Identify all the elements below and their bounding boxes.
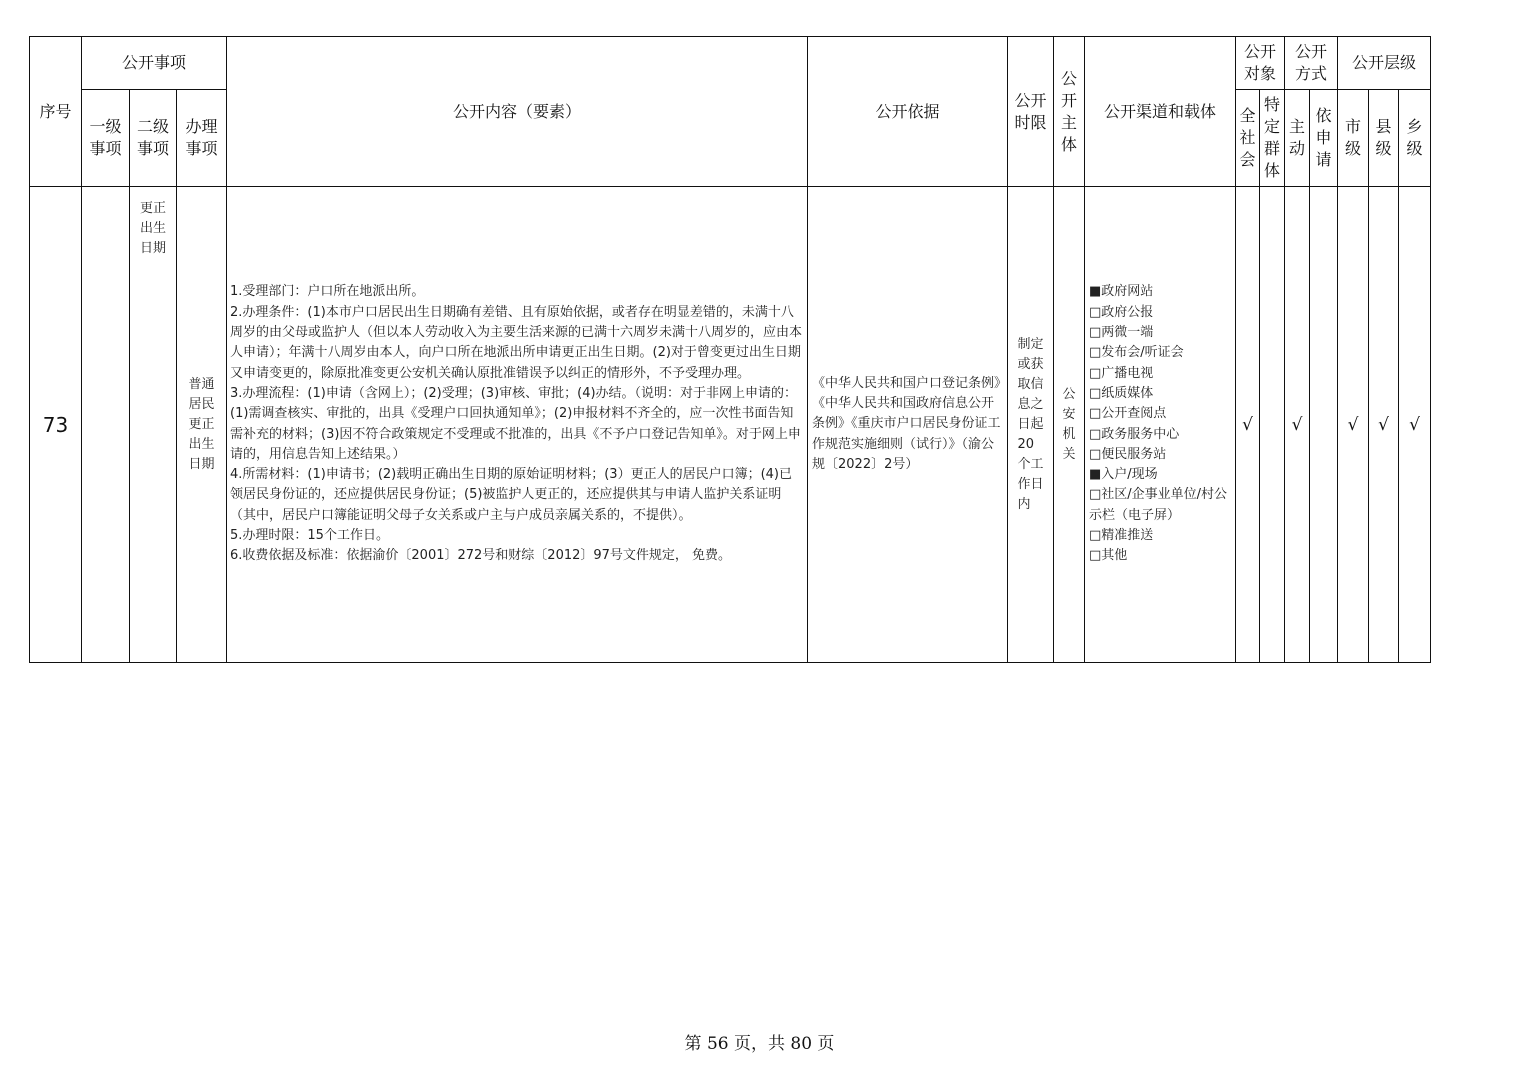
header-level-town: [1399, 90, 1431, 187]
page-number-footer: 第 56 页，共 80 页: [684, 1034, 835, 1054]
check-level-county: √: [1369, 187, 1399, 663]
header-time-limit: [1008, 37, 1054, 187]
check-target-all: √: [1236, 187, 1260, 663]
header-public-items: 公开事项: [82, 37, 227, 90]
row-level1: [82, 187, 130, 663]
channel-item: □发布会/听证会: [1089, 345, 1184, 361]
header-method-active: [1285, 90, 1310, 187]
channel-list: [1089, 282, 1231, 566]
channel-item: □广播电视: [1089, 365, 1154, 381]
channel-item: ■政府网站: [1089, 284, 1154, 300]
channel-item: □其他: [1089, 548, 1128, 564]
header-level-city-text: 市级: [1345, 117, 1362, 158]
header-content: 公开内容（要素）: [227, 37, 808, 187]
header-target-all-text: 全社会: [1239, 106, 1256, 169]
header-target: [1236, 37, 1285, 90]
row-subject: [1054, 187, 1085, 663]
header-method-apply: [1310, 90, 1338, 187]
header-target-specific: [1260, 90, 1285, 187]
header-level1: [82, 90, 130, 187]
header-method-active-text: 主动: [1289, 117, 1306, 158]
header-subject-text: 公开主体: [1061, 68, 1078, 154]
header-subject: [1054, 37, 1085, 187]
channel-item: □政府公报: [1089, 304, 1154, 320]
header-target-specific-text: 特定群体: [1264, 95, 1281, 180]
row-time-limit: [1008, 187, 1054, 663]
header-target-all: [1236, 90, 1260, 187]
header-level-county: [1369, 90, 1399, 187]
header-target-text: 公开对象: [1244, 42, 1277, 83]
header-level-city: [1338, 90, 1369, 187]
channel-item: □政务服务中心: [1089, 426, 1180, 442]
header-channels: 公开渠道和载体: [1085, 37, 1236, 187]
header-level2-text: 二级事项: [137, 117, 170, 158]
header-handle-text: 办理事项: [185, 117, 218, 158]
channel-item: □两微一端: [1089, 325, 1154, 341]
row-content: 1.受理部门：户口所在地派出所。 2.办理条件：(1)本市户口居民出生日期确有差错、且有原始依据，或者存在明显差错的，未满十八周岁的由父母或监护人（但以本人劳动收入为主要生活来源的已满十六周岁未满十八周岁的，应由本人申请）；年满十八周岁由本人，向户口所在地派出所申请更正出生日期。(2)对于曾变更过出生日期又申请变更的，除原批准变更公安机关确认原批准错误予以纠正的情形外，不予受理办理。 3.办理流程：(1)申请（含网上）；(2)受理；(3)审核、审批；(4)办结。（说明：对于非网上申请的：(1)需调查核实、审批的，出具《受理户口回执通知单》；(2)申报材料不齐全的，应一次性书面告知需补充的材料；(3)因不符合政策规定不受理或不批准的，出具《不予户口登记告知单》。对于网上申请的，用信息告知上述结果。） 4.所需材料：(1)申请书；(2)载明正确出生日期的原始证明材料；(3）更正人的居民户口簿；(4)已领居民身份证的，还应提供居民身份证；(5)被监护人更正的，还应提供其与申请人监护关系证明（其中，居民户口簿能证明父母子女关系或户主与户成员亲属关系的，不提供）。 5.办理时限：15个工作日。 6.收费依据及标准：依据渝价〔2001〕272号和财综〔2012〕97号文件规定， 免费。: [227, 187, 808, 663]
channel-item: □纸质媒体: [1089, 385, 1154, 401]
disclosure-table: [29, 36, 1431, 663]
check-method-apply: [1310, 187, 1338, 663]
header-basis: 公开依据: [808, 37, 1008, 187]
header-seq: 序号: [30, 37, 82, 187]
row-time-limit-text: 制定或获取信息之日起20个工作日内: [1017, 336, 1044, 512]
row-level2-text: 更正出生日期: [140, 201, 167, 256]
check-level-town: √: [1399, 187, 1431, 663]
header-method-apply-text: 依申请: [1315, 106, 1332, 169]
check-level-city: √: [1338, 187, 1369, 663]
row-handle: [177, 187, 227, 663]
channel-item: ■入户/现场: [1089, 467, 1158, 483]
channel-item: □公开查阅点: [1089, 406, 1167, 422]
row-subject-text: 公安机关: [1062, 386, 1076, 462]
check-method-active: √: [1285, 187, 1310, 663]
channel-item: □社区/企事业单位/村公示栏（电子屏）: [1089, 487, 1228, 523]
row-channels: [1085, 187, 1236, 663]
header-level: 公开层级: [1338, 37, 1431, 90]
header-time-limit-text: 公开时限: [1014, 90, 1047, 132]
header-level1-text: 一级事项: [89, 117, 122, 158]
row-basis: 《中华人民共和国户口登记条例》《中华人民共和国政府信息公开条例》《重庆市户口居民身份证工作规范实施细则（试行）》（渝公规〔2022〕2号）: [808, 187, 1008, 663]
check-target-specific: [1260, 187, 1285, 663]
header-method: [1285, 37, 1338, 90]
channel-item: □便民服务站: [1089, 446, 1167, 462]
row-level2: [130, 187, 177, 663]
header-method-text: 公开方式: [1295, 42, 1328, 83]
table-row: [30, 187, 1431, 663]
channel-item: □精准推送: [1089, 527, 1154, 543]
header-handle: [177, 90, 227, 187]
row-handle-text: 普通居民更正出生日期: [188, 376, 215, 472]
header-level2: [130, 90, 177, 187]
row-seq: 73: [30, 187, 82, 663]
header-level-town-text: 乡级: [1406, 117, 1423, 158]
header-level-county-text: 县级: [1375, 117, 1392, 158]
